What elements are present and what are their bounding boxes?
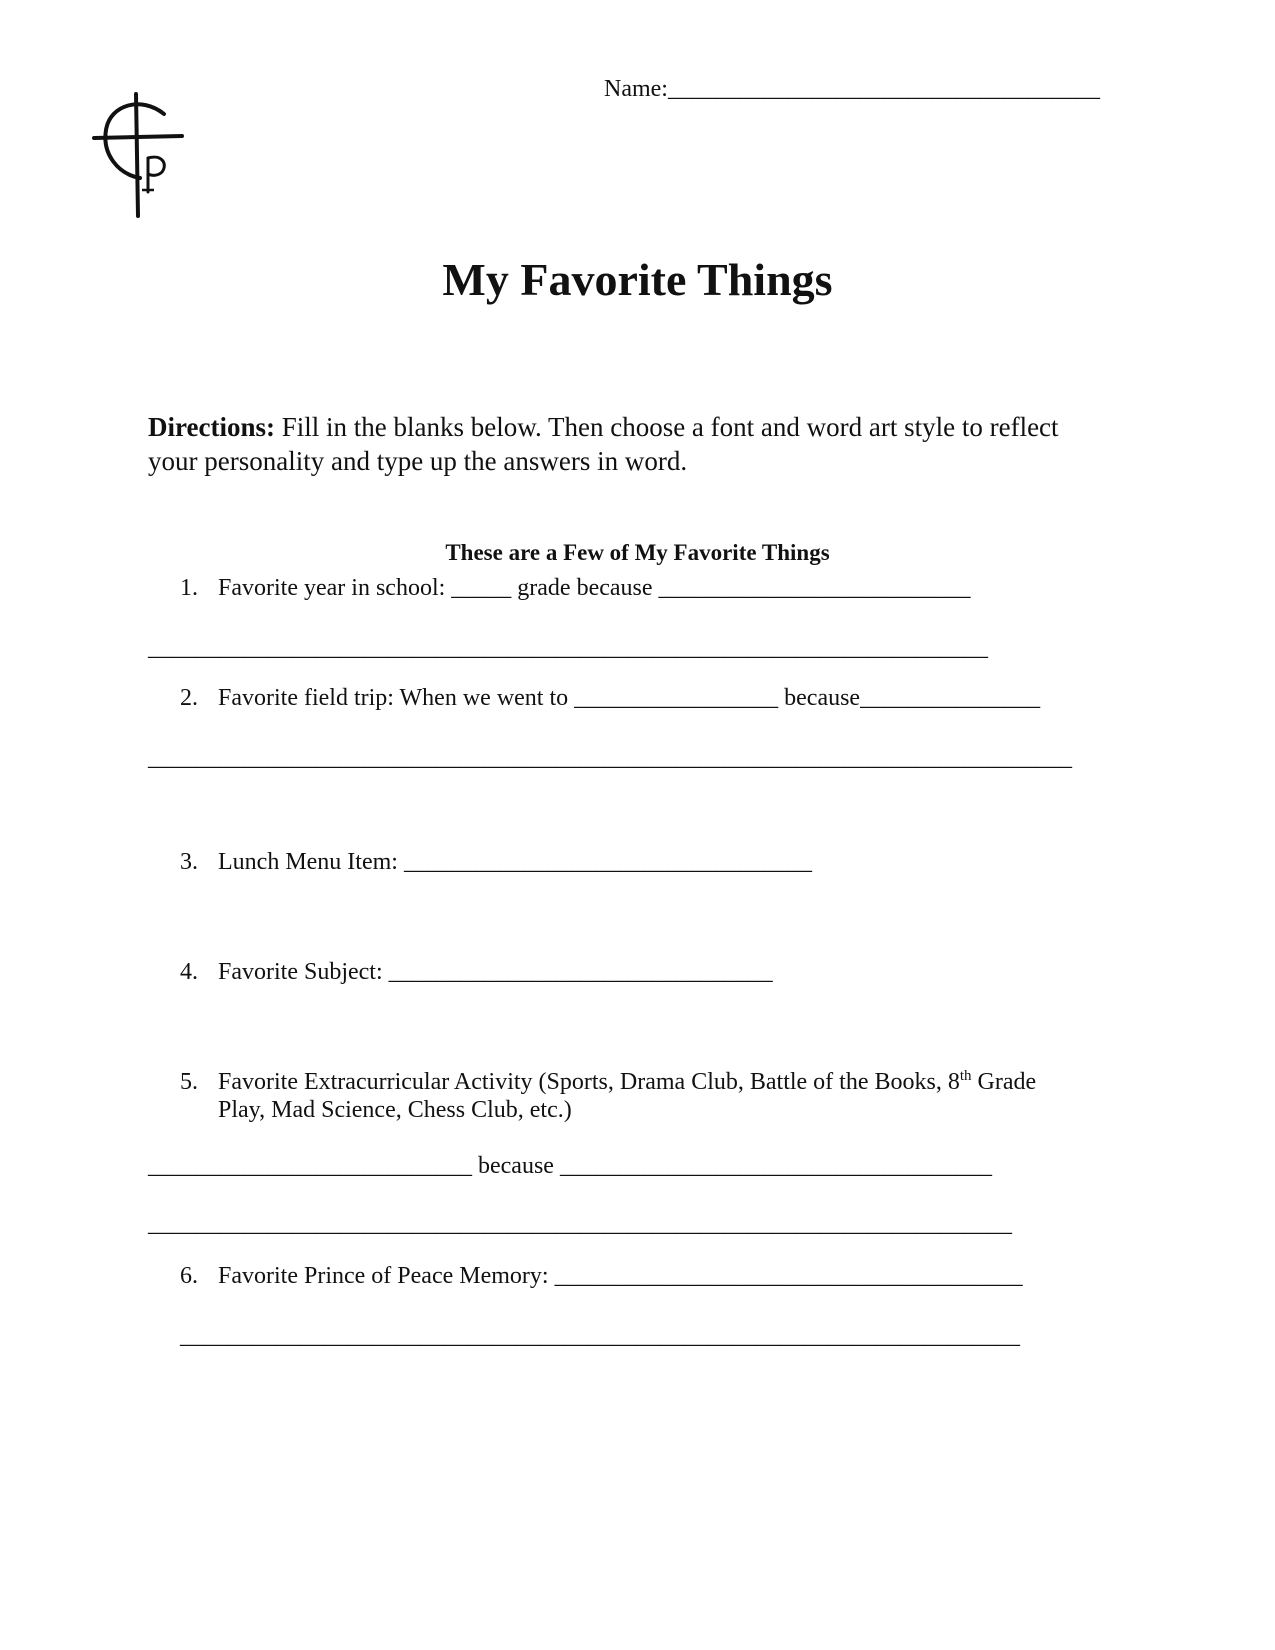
question-number: 2. <box>180 685 198 711</box>
question-5-continuation: Play, Mad Science, Chess Club, etc.) <box>218 1097 572 1123</box>
question-3[interactable] <box>180 848 812 876</box>
directions-text: Fill in the blanks below. Then choose a font and word art style to reflect your personality and type up the answers in word. <box>148 412 1059 476</box>
question-number: 5. <box>180 1069 198 1095</box>
name-label: Name: <box>604 76 668 102</box>
question-number: 6. <box>180 1263 198 1289</box>
question-1[interactable] <box>180 574 971 602</box>
question-4[interactable] <box>180 958 773 986</box>
question-4-text[interactable]: Favorite Subject: ________________________________ <box>218 959 773 985</box>
question-5-text-before: Favorite Extracurricular Activity (Sports, Drama Club, Battle of the Books, 8 <box>218 1069 960 1095</box>
question-5-superscript: th <box>959 1068 972 1084</box>
question-number: 4. <box>180 959 198 985</box>
question-5-answer-line[interactable]: ___________________________ because ____________________________________ <box>148 1153 992 1179</box>
name-field-row[interactable] <box>604 76 1100 103</box>
question-2-text[interactable]: Favorite field trip: When we went to _________________ because_______________ <box>218 685 1041 711</box>
directions-label: Directions: <box>148 412 275 442</box>
question-2-answer-line[interactable]: _____________________________________________________________________________ <box>148 745 1072 771</box>
question-6-answer-line[interactable]: ______________________________________________________________________ <box>180 1323 1020 1349</box>
page-title: My Favorite Things <box>442 254 833 305</box>
question-5-text-after: Grade <box>971 1069 1037 1095</box>
name-blank[interactable]: ____________________________________ <box>667 76 1100 102</box>
question-6-text[interactable]: Favorite Prince of Peace Memory: _______________________________________ <box>218 1263 1023 1289</box>
question-number: 3. <box>180 849 198 875</box>
question-2[interactable] <box>180 684 1040 712</box>
school-logo-cross-icon <box>92 92 188 218</box>
question-1-text[interactable]: Favorite year in school: _____ grade because __________________________ <box>218 575 971 601</box>
section-subtitle: These are a Few of My Favorite Things <box>445 540 830 565</box>
question-1-answer-line[interactable]: ______________________________________________________________________ <box>148 635 988 661</box>
directions-paragraph <box>148 410 1098 478</box>
question-3-text[interactable]: Lunch Menu Item: __________________________________ <box>218 849 812 875</box>
question-5 <box>180 1068 1036 1096</box>
question-5-extra-line[interactable]: ________________________________________________________________________ <box>148 1211 1012 1237</box>
question-number: 1. <box>180 575 198 601</box>
question-6[interactable] <box>180 1262 1023 1290</box>
